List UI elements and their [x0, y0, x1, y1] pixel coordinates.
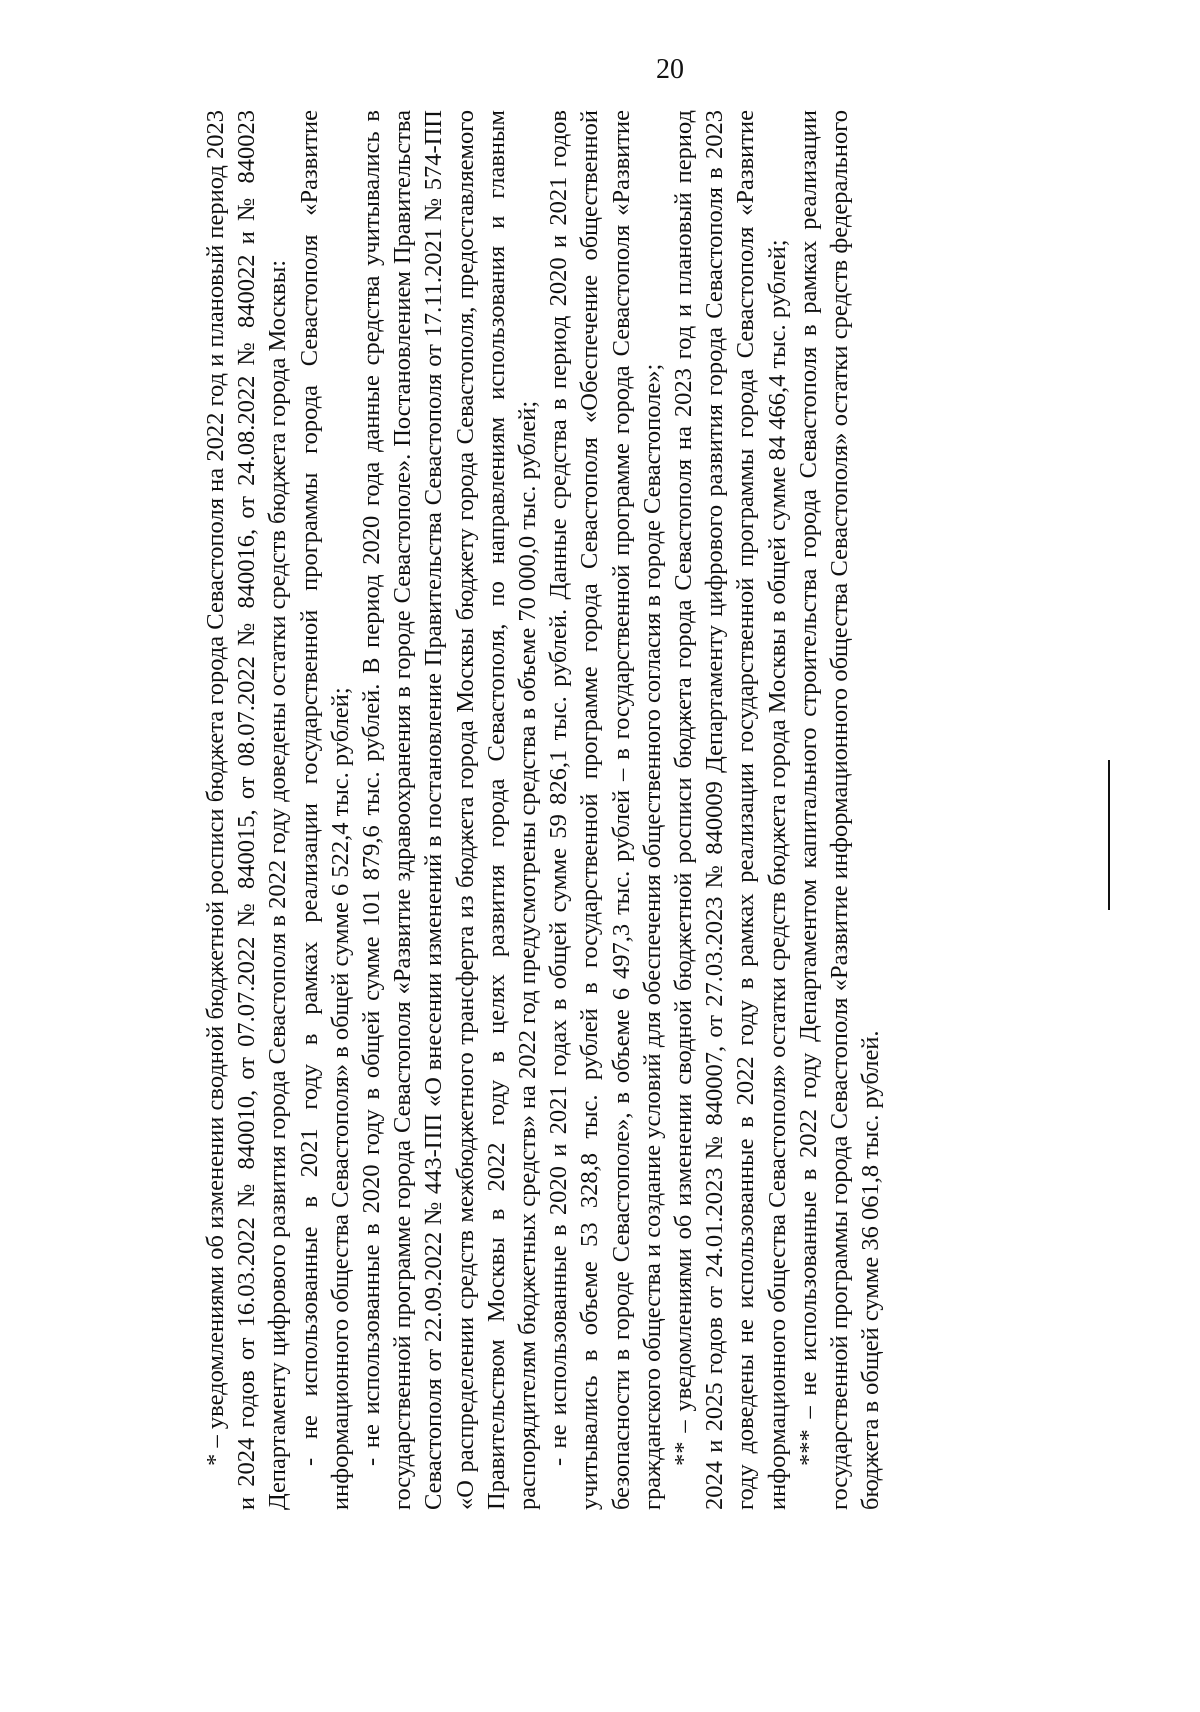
page-number: 20 — [656, 54, 684, 85]
rotated-text-block — [200, 110, 980, 1510]
footnote-paragraph-5: ** – уведомлениями об изменении сводной бюджетной росписи бюджета города Севастополя на 2023 год и плановый период 2024 и 2025 годов от 24.01.2023 № 840007, от 27.03.2023 № 840009 Департаменту цифрового развития города Севастополя в 2023 году доведены не использованные в 2022 году в рамках реализации государственной программы города Севастополя «Развитие информационного общества Севастополя» остатки средств бюджета города Москвы в общей сумме 84 466,4 тыс. рублей; — [670, 110, 791, 1510]
end-divider-line — [1108, 760, 1110, 910]
footnote-paragraph-4: - не использованные в 2020 и 2021 годах в общей сумме 59 826,1 тыс. рублей. Данные средства в период 2020 и 2021 годов учитывались в объеме 53 328,8 тыс. рублей в государственной программе города Севастополя «Обеспечение общественной безопасности в городе Севастополе», в объеме 6 497,3 тыс. рублей – в государственной программе города Севастополя «Развитие гражданского общества и создание условий для обеспечения общественного согласия в городе Севастополе»; — [545, 110, 666, 1510]
footnote-paragraph-1: * – уведомлениями об изменении сводной бюджетной росписи бюджета города Севастополя на 2022 год и плановый период 2023 и 2024 годов от 16.03.2022 № 840010, от 07.07.2022 № 840015, от 08.07.2022 № 840016, от 24.08.2022 № 840022 и № 840023 Департаменту цифрового развития города Севастополя в 2022 году доведены остатки средств бюджета города Москвы: — [202, 110, 292, 1510]
footnote-paragraph-6: *** – не использованные в 2022 году Департаментом капитального строительства города Севастополя в рамках реализации государственной программы города Севастополя «Развитие информационного общества Севастополя» остатки средств федерального бюджета в общей сумме 36 061,8 тыс. рублей. — [794, 110, 885, 1510]
footnote-paragraph-3: - не использованные в 2020 году в общей сумме 101 879,6 тыс. рублей. В период 2020 года данные средства учитывались в государственной программе города Севастополя «Развитие здравоохранения в городе Севастополе». Постановлением Правительства Севастополя от 22.09.2022 № 443-ПП «О внесении изменений в постановление Правительства Севастополя от 17.11.2021 № 574-ПП «О распределении средств межбюджетного трансферта из бюджета города Москвы бюджету города Севастополя, предоставляемого Правительством Москвы в 2022 году в целях развития города Севастополя, по направлениям использования и главным распорядителям бюджетных средств» на 2022 год предусмотрены средства в объеме 70 000,0 тыс. рублей; — [358, 110, 542, 1510]
footnote-paragraph-2: - не использованные в 2021 году в рамках реализации государственной программы города Севастополя «Развитие информационного общества Севастополя» в общей сумме 6 522,4 тыс. рублей; — [295, 110, 354, 1510]
